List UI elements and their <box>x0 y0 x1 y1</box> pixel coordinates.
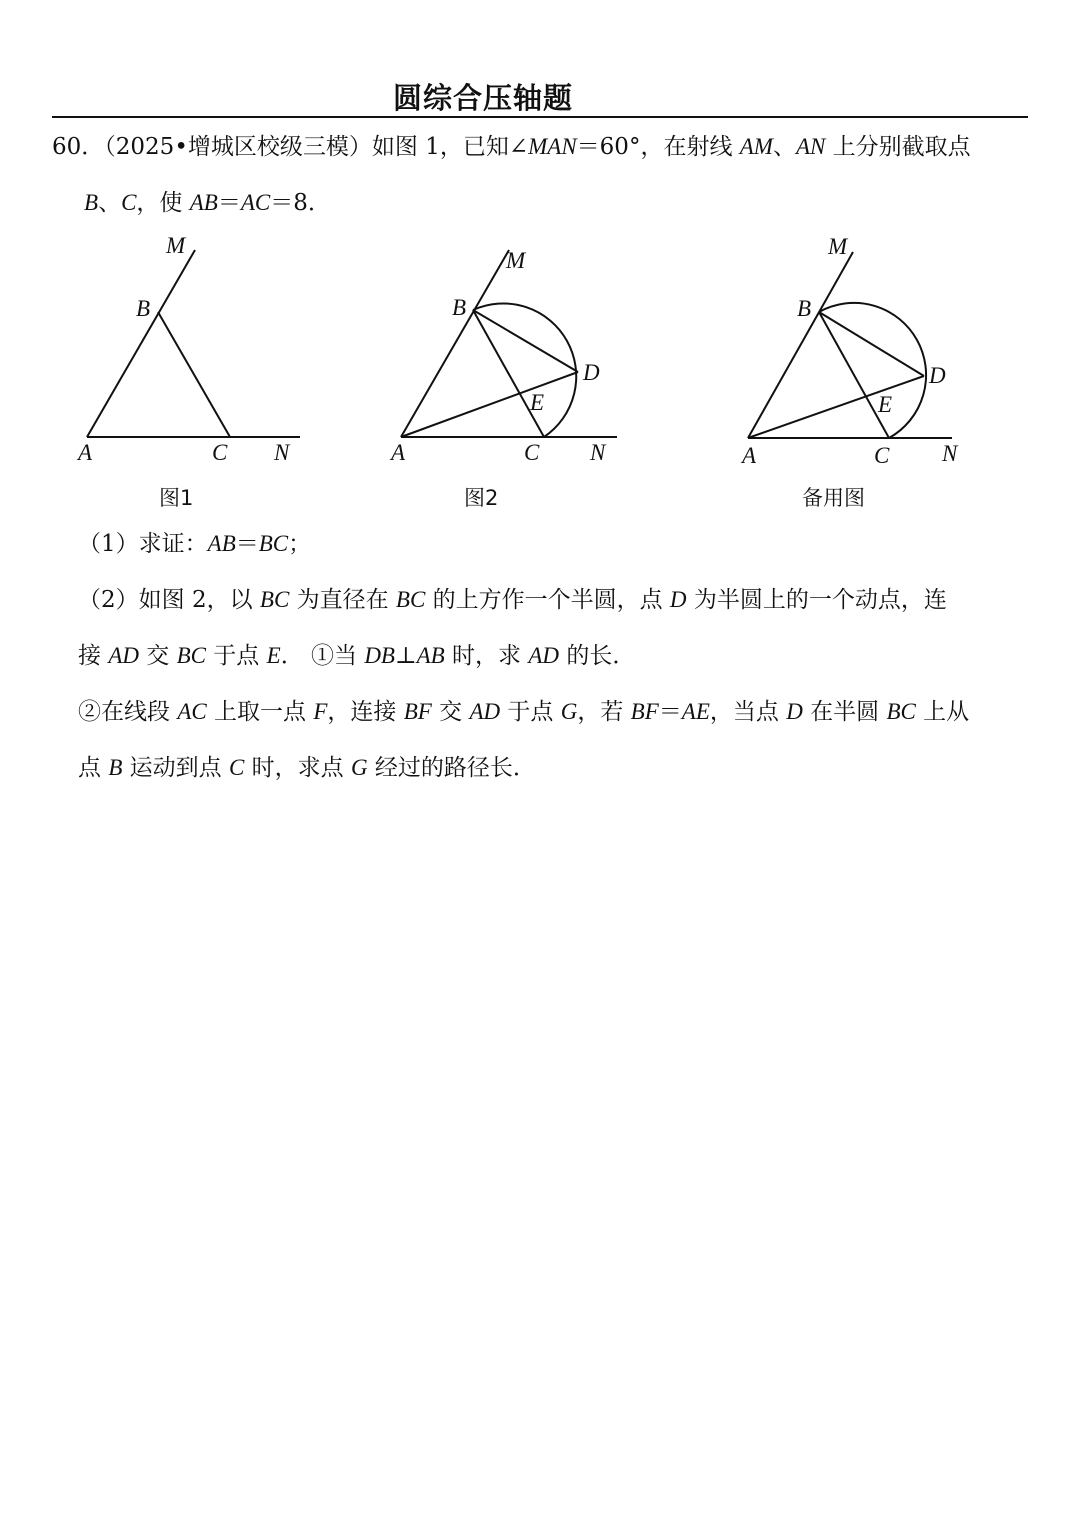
stem-text: 、 <box>98 190 122 216</box>
label-a: A <box>391 440 406 465</box>
angle-name: MAN <box>528 134 577 159</box>
part-text: ； <box>288 531 312 557</box>
part-text: 点 <box>78 755 109 781</box>
segment-bc-line <box>819 312 889 438</box>
part-text: 接 <box>78 643 109 669</box>
point-d: D <box>669 587 687 612</box>
segment-ad: AD <box>469 699 501 724</box>
part-text: ，连接 <box>327 699 404 725</box>
segment-ad: AD <box>108 643 139 668</box>
part-text: 上取一点 <box>206 699 314 725</box>
segment-bf: BF <box>630 699 659 724</box>
segment-bd-line <box>473 310 578 372</box>
segment-ad-line <box>401 372 578 437</box>
stem-text: ＝8． <box>270 190 331 216</box>
segment-ad: AD <box>528 643 560 668</box>
part-text: 的长． <box>559 643 636 669</box>
part-text: 在半圆 <box>802 699 887 725</box>
part-text: ，当点 <box>709 699 787 725</box>
part-text: 时，求点 <box>244 755 351 781</box>
label-m: M <box>828 234 848 259</box>
part-text: 运动到点 <box>122 755 229 781</box>
part-text: ＝ <box>658 699 682 725</box>
label-e: E <box>878 392 893 417</box>
label-n: N <box>942 441 958 466</box>
point-e: E <box>266 643 281 668</box>
stem-text: ＝60°，在射线 <box>576 134 740 160</box>
part-text: 时，求 <box>444 643 529 669</box>
part-text: 交 <box>431 699 470 725</box>
figure-1-caption: 图1 <box>159 486 194 510</box>
label-b: B <box>797 296 812 321</box>
figure-3-caption: 备用图 <box>802 486 865 510</box>
label-b: B <box>136 296 151 321</box>
point-f: F <box>313 699 328 724</box>
part-text: ⊥ <box>394 643 417 669</box>
label-b: B <box>452 295 467 320</box>
segment-ab: AB <box>207 531 236 556</box>
label-m: M <box>506 248 526 273</box>
ray-am: AM <box>739 134 773 159</box>
point-b: B <box>84 190 99 215</box>
page-title: 圆综合压轴题 <box>392 81 573 115</box>
stem-text: 如图 1，已知∠ <box>371 134 529 160</box>
segment-ad-line <box>748 376 924 438</box>
segment-db: DB <box>364 643 395 668</box>
label-c: C <box>874 443 890 468</box>
point-g: G <box>560 699 578 724</box>
part-2-line-3 <box>78 697 969 727</box>
figures-svg <box>0 0 1080 520</box>
label-a: A <box>742 443 757 468</box>
part-text: 于点 <box>500 699 561 725</box>
figure-3-geometry <box>748 252 952 438</box>
point-b: B <box>108 755 123 780</box>
point-d: D <box>786 699 803 724</box>
figure-2-caption: 图2 <box>464 486 499 510</box>
segment-bc-line <box>473 310 544 437</box>
point-g: G <box>350 755 368 780</box>
part-text: 为直径在 <box>289 587 396 613</box>
ray-an: AN <box>795 134 826 159</box>
segment-bc: BC <box>395 587 426 612</box>
part-text: 为半圆上的一个动点，连 <box>686 587 947 613</box>
label-c: C <box>524 440 540 465</box>
part-2-line-2 <box>78 641 635 671</box>
segment-ac: AC <box>240 190 271 215</box>
stem-text: 、 <box>772 134 796 160</box>
segment-bc: BC <box>258 531 289 556</box>
point-c: C <box>229 755 245 780</box>
segment-bf: BF <box>403 699 432 724</box>
part-2-line-1 <box>78 585 947 615</box>
part-2-line-4 <box>78 753 536 783</box>
figure-2-geometry <box>401 250 617 437</box>
label-n: N <box>590 440 606 465</box>
segment-bc-line <box>158 312 230 437</box>
label-e: E <box>530 390 545 415</box>
stem-text: ，使 <box>136 190 190 216</box>
ray-am-line <box>87 250 195 437</box>
segment-bc: BC <box>176 643 206 668</box>
part-text: 经过的路径长． <box>367 755 536 781</box>
segment-ac: AC <box>177 699 207 724</box>
part-text: 上从 <box>915 699 970 725</box>
part-text: 的上方作一个半圆，点 <box>425 587 670 613</box>
arc-bc: BC <box>886 699 916 724</box>
label-c: C <box>212 440 228 465</box>
part-text: （1）求证： <box>78 531 208 557</box>
label-d: D <box>929 363 946 388</box>
label-m: M <box>166 233 186 258</box>
label-d: D <box>583 360 600 385</box>
segment-ab: AB <box>416 643 445 668</box>
semicircle-arc <box>819 303 926 438</box>
stem-text: ＝ <box>217 190 241 216</box>
segment-ae: AE <box>681 699 710 724</box>
problem-source: （2025•增城区校级三模） <box>104 134 372 160</box>
problem-number: 60． <box>52 134 105 160</box>
part-text: ＝ <box>235 531 259 557</box>
figure-1-geometry <box>87 250 300 437</box>
part-text: 于点 <box>206 643 267 669</box>
segment-bc: BC <box>259 587 290 612</box>
point-c: C <box>121 190 137 215</box>
label-a: A <box>78 440 93 465</box>
part-text: ，若 <box>577 699 631 725</box>
segment-ab: AB <box>189 190 218 215</box>
part-text: ②在线段 <box>78 699 178 725</box>
stem-text: 上分别截取点 <box>825 134 971 160</box>
part-text: （2）如图 2，以 <box>78 587 260 613</box>
part-text: 交 <box>138 643 177 669</box>
part-1 <box>78 529 311 559</box>
semicircle-arc <box>473 303 576 437</box>
segment-bd-line <box>819 312 924 376</box>
part-text: ． ①当 <box>280 643 365 669</box>
label-n: N <box>274 440 290 465</box>
